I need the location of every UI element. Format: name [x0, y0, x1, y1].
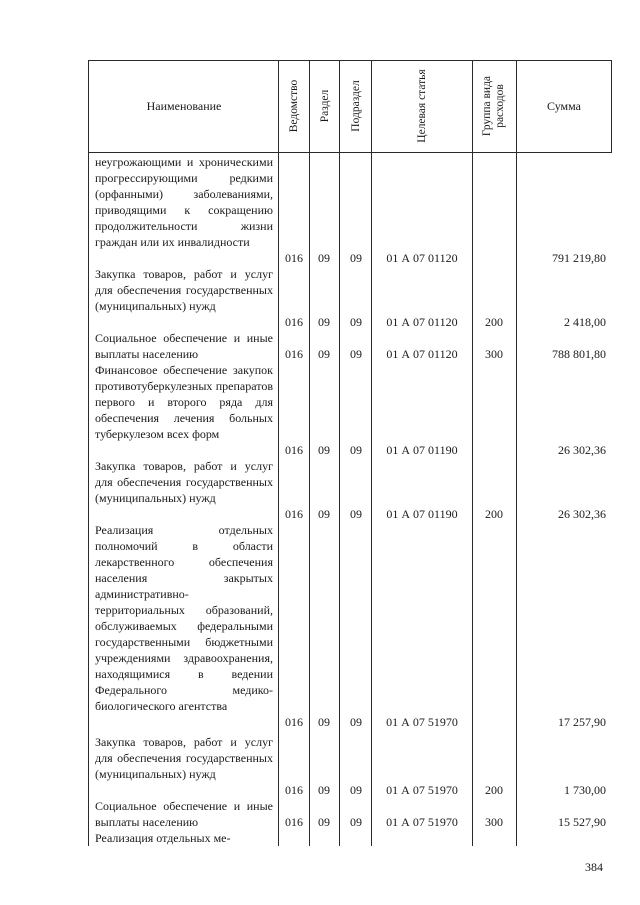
- row-gruppa: 300: [485, 815, 503, 829]
- row-razdel: 09: [318, 815, 330, 829]
- row-gruppa: 200: [485, 315, 503, 329]
- row-vedomstvo: 016: [285, 251, 303, 265]
- row-name: Закупка товаров, работ и услуг для обеспечения государственных (муниципальных) нужд: [95, 459, 273, 505]
- column-divider: [472, 60, 473, 846]
- row-summa: 15 527,90: [558, 815, 606, 829]
- row-vedomstvo: 016: [285, 315, 303, 329]
- table-right-border: [611, 60, 612, 152]
- row-name: Социальное обеспечение и иные выплаты населению: [95, 331, 273, 361]
- row-summa: 26 302,36: [558, 507, 606, 521]
- row-podrazdel: 09: [350, 815, 362, 829]
- row-celevaya: 01 А 07 01190: [386, 443, 458, 457]
- row-summa: 1 730,00: [564, 783, 606, 797]
- row-celevaya: 01 А 07 01120: [386, 347, 458, 361]
- row-podrazdel: 09: [350, 715, 362, 729]
- row-name: Закупка товаров, работ и услуг для обеспечения государственных (муниципальных) нужд: [95, 735, 273, 781]
- row-razdel: 09: [318, 315, 330, 329]
- row-summa: 17 257,90: [558, 715, 606, 729]
- row-razdel: 09: [318, 347, 330, 361]
- row-celevaya: 01 А 07 01120: [386, 315, 458, 329]
- header-gruppa: Группа вида расходов: [481, 75, 506, 137]
- column-divider: [516, 60, 517, 846]
- row-celevaya: 01 А 07 01120: [386, 251, 458, 265]
- row-razdel: 09: [318, 507, 330, 521]
- row-podrazdel: 09: [350, 507, 362, 521]
- header-razdel: Раздел: [318, 89, 331, 123]
- row-name: Реализация отдельных ме-: [95, 831, 231, 845]
- row-celevaya: 01 А 07 51970: [386, 815, 458, 829]
- row-razdel: 09: [318, 715, 330, 729]
- row-name: Социальное обеспечение и иные выплаты населению: [95, 799, 273, 829]
- header-podrazdel: Подраздел: [349, 80, 362, 132]
- row-summa: 788 801,80: [552, 347, 606, 361]
- row-podrazdel: 09: [350, 443, 362, 457]
- row-name: Реализация отдельных полномочий в области лекарственного обеспечения населения закрытых административно-территориальных образований, обслуживаемых федеральными государственными бюджетными учреждениями здравоохранения, находящимися в ведении Федерального медико-биологического агентства: [95, 523, 273, 713]
- row-vedomstvo: 016: [285, 347, 303, 361]
- row-podrazdel: 09: [350, 315, 362, 329]
- column-divider: [88, 60, 89, 846]
- column-divider: [309, 60, 310, 846]
- row-gruppa: 300: [485, 347, 503, 361]
- row-summa: 791 219,80: [552, 251, 606, 265]
- row-celevaya: 01 А 07 01190: [386, 507, 458, 521]
- header-vedomstvo: Ведомство: [287, 79, 300, 133]
- header-summa: Сумма: [547, 98, 581, 113]
- header-celevaya: Целевая статья: [415, 69, 428, 143]
- row-podrazdel: 09: [350, 251, 362, 265]
- row-gruppa: 200: [485, 783, 503, 797]
- row-celevaya: 01 А 07 51970: [386, 715, 458, 729]
- header-bottom-border: [88, 152, 612, 153]
- row-name: Закупка товаров, работ и услуг для обеспечения государственных (муниципальных) нужд: [95, 267, 273, 313]
- column-divider: [371, 60, 372, 846]
- row-podrazdel: 09: [350, 783, 362, 797]
- row-vedomstvo: 016: [285, 507, 303, 521]
- row-gruppa: 200: [485, 507, 503, 521]
- row-name: Финансовое обеспечение закупок противотуберкулезных препаратов первого и второго ряда для обеспечения лечения больных туберкулезом всех форм: [95, 363, 273, 441]
- header-name: Наименование: [146, 98, 222, 113]
- row-vedomstvo: 016: [285, 715, 303, 729]
- row-vedomstvo: 016: [285, 443, 303, 457]
- row-summa: 26 302,36: [558, 443, 606, 457]
- row-vedomstvo: 016: [285, 815, 303, 829]
- row-summa: 2 418,00: [564, 315, 606, 329]
- row-celevaya: 01 А 07 51970: [386, 783, 458, 797]
- page-number: 384: [585, 860, 603, 874]
- column-divider: [278, 60, 279, 846]
- row-razdel: 09: [318, 443, 330, 457]
- row-vedomstvo: 016: [285, 783, 303, 797]
- row-podrazdel: 09: [350, 347, 362, 361]
- row-razdel: 09: [318, 783, 330, 797]
- row-name: неугрожающими и хроническими прогрессирующими редкими (орфанными) заболеваниями, приводящими к сокращению продолжительности жизни граждан или их инвалидности: [95, 155, 273, 249]
- column-divider: [339, 60, 340, 846]
- row-razdel: 09: [318, 251, 330, 265]
